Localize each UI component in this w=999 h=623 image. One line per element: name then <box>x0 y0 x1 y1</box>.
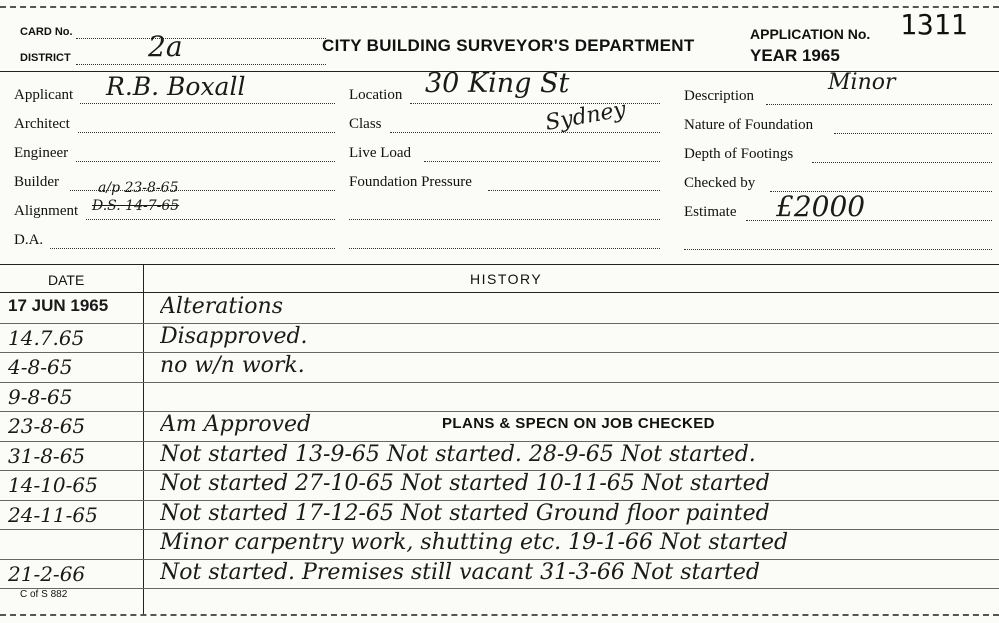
perforated-edge <box>0 0 999 8</box>
foundation-pressure-label: Foundation Pressure <box>349 174 472 190</box>
engineer-dots <box>76 161 335 162</box>
live-load-dots <box>424 161 660 162</box>
location-value-2: Sydney <box>543 97 628 136</box>
history-row-rule <box>0 382 999 383</box>
history-entry: no w/n work. <box>160 353 305 378</box>
nature-dots <box>834 133 992 134</box>
history-entry: Not started 17-12-65 Not started Ground floor painted <box>160 500 770 526</box>
checked-label: Checked by <box>684 175 756 191</box>
estimate-label: Estimate <box>684 204 737 220</box>
da-label: D.A. <box>14 232 44 248</box>
history-date: 14-10-65 <box>8 473 98 497</box>
application-number: 1311 <box>900 8 968 41</box>
history-header-rule <box>0 292 999 293</box>
history-date: 23-8-65 <box>8 414 86 438</box>
description-value: Minor <box>828 70 896 95</box>
alignment-label: Alignment <box>14 203 79 219</box>
bottom-edge <box>0 614 999 616</box>
nature-label: Nature of Foundation <box>684 117 814 133</box>
district-dots <box>76 64 326 65</box>
live-load-label: Live Load <box>349 145 412 161</box>
description-label: Description <box>684 88 754 104</box>
class-label: Class <box>349 116 382 132</box>
applicant-value: R.B. Boxall <box>106 72 246 101</box>
history-entry: Not started 13-9-65 Not started. 28-9-65 Not started. <box>160 441 756 467</box>
history-date: 14.7.65 <box>8 325 85 350</box>
class-dots <box>390 132 660 133</box>
history-date: 17 JUN 1965 <box>8 296 109 315</box>
da-dots <box>50 248 335 249</box>
date-header: DATE <box>48 272 85 288</box>
depth-dots <box>812 162 992 163</box>
alignment-note-1: a/p 23-8-65 <box>98 180 179 196</box>
history-entry: Alterations <box>160 294 283 319</box>
blank-dots-2 <box>349 248 660 249</box>
architect-dots <box>78 132 335 133</box>
department-title: CITY BUILDING SURVEYOR'S DEPARTMENT <box>322 36 695 55</box>
checked-stamp: PLANS & SPECN ON JOB CHECKED <box>442 415 715 432</box>
year-label: YEAR 1965 <box>750 46 840 65</box>
blank-dots-1 <box>349 219 660 220</box>
history-date: 21-2-66 <box>8 561 86 586</box>
history-header: HISTORY <box>470 271 543 287</box>
applicant-label: Applicant <box>14 87 74 103</box>
application-label: APPLICATION No. <box>750 26 871 42</box>
district-value: 2a <box>148 30 183 63</box>
card-no-label: CARD No. <box>20 26 73 38</box>
foundation-pressure-dots <box>488 190 660 191</box>
date-column-divider <box>143 264 144 614</box>
card-no-dots <box>76 38 326 39</box>
architect-label: Architect <box>14 116 70 132</box>
history-entry: Minor carpentry work, shutting etc. 19-1-66 Not started <box>160 530 789 555</box>
history-row-rule <box>0 323 999 324</box>
alignment-dots <box>86 219 335 220</box>
history-row-rule <box>0 411 999 412</box>
alignment-note-2: D.S. 14-7-65 <box>92 198 180 214</box>
location-label: Location <box>349 87 403 103</box>
history-entry: Am Approved <box>160 412 312 437</box>
form-number: C of S 882 <box>20 589 68 600</box>
history-date: 4-8-65 <box>8 355 73 379</box>
history-date: 9-8-65 <box>8 384 73 409</box>
history-row-rule <box>0 588 999 589</box>
builder-label: Builder <box>14 174 59 190</box>
estimate-value: £2000 <box>776 190 866 223</box>
history-top-rule <box>0 264 999 265</box>
depth-label: Depth of Footings <box>684 146 794 162</box>
district-label: DISTRICT <box>20 52 71 64</box>
blank-dots-3 <box>684 249 992 250</box>
applicant-dots <box>80 103 335 104</box>
history-entry: Not started. Premises still vacant 31-3-66 Not started <box>160 559 760 585</box>
location-value: 30 King St <box>425 68 570 99</box>
history-entry: Not started 27-10-65 Not started 10-11-65 Not started <box>160 471 770 496</box>
history-entry: Disapproved. <box>160 323 308 349</box>
history-date: 31-8-65 <box>8 443 86 468</box>
history-row-rule <box>0 352 999 353</box>
history-date: 24-11-65 <box>8 502 98 527</box>
description-dots <box>766 104 992 105</box>
engineer-label: Engineer <box>14 145 69 161</box>
